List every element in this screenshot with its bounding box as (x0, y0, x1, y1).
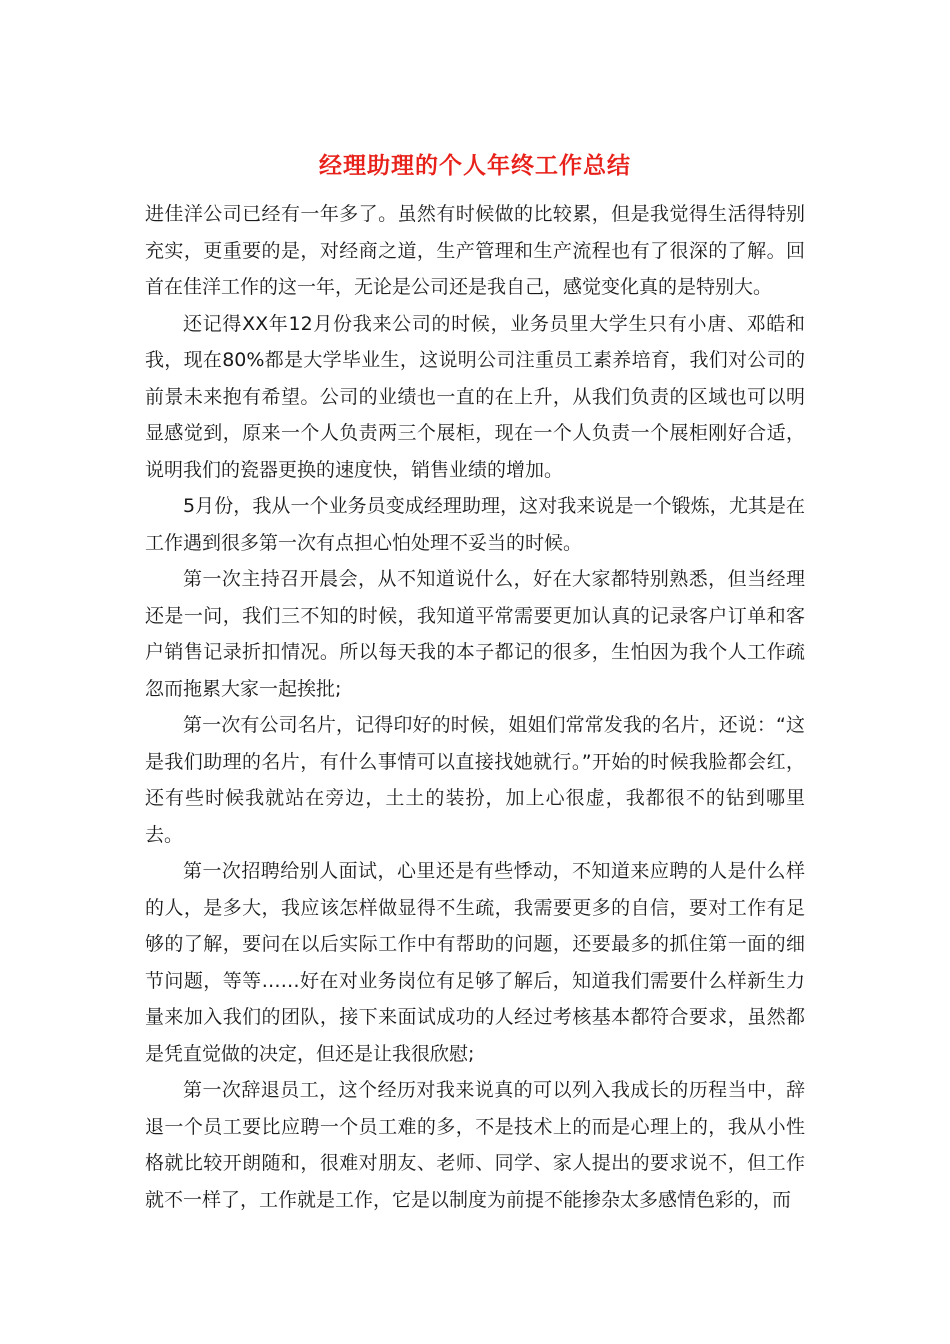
paragraph-5: 第一次有公司名片，记得印好的时候，姐姐们常常发我的名片，还说：“这是我们助理的名片，有什么事情可以直接找她就行。”开始的时候我脸都会红，还有些时候我就站在旁边，土土的装扮，加上心很虚，我都很不的钻到哪里去。 (145, 714, 805, 846)
paragraph-2: 还记得XX年12月份我来公司的时候，业务员里大学生只有小唐、邓皓和我，现在80%都是大学毕业生，这说明公司注重员工素养培育，我们对公司的前景未来抱有希望。公司的业绩也一直的在上升，从我们负责的区域也可以明显感觉到，原来一个人负责两三个展柜，现在一个人负责一个展柜刚好合适，说明我们的瓷器更换的速度快，销售业绩的增加。 (145, 312, 805, 481)
document-body (145, 196, 805, 1218)
document-title: 经理助理的个人年终工作总结 (319, 152, 631, 179)
paragraph-1: 进佳洋公司已经有一年多了。虽然有时候做的比较累，但是我觉得生活得特别充实，更重要的是，对经商之道，生产管理和生产流程也有了很深的了解。回首在佳洋工作的这一年，无论是公司还是我自己，感觉变化真的是特别大。 (145, 203, 805, 298)
paragraph-4: 第一次主持召开晨会，从不知道说什么，好在大家都特别熟悉，但当经理还是一问，我们三不知的时候，我知道平常需要更加认真的记录客户订单和客户销售记录折扣情况。所以每天我的本子都记的很多，生怕因为我个人工作疏忽而拖累大家一起挨批; (145, 568, 805, 700)
paragraph-6: 第一次招聘给别人面试，心里还是有些悸动，不知道来应聘的人是什么样的人，是多大，我应该怎样做显得不生疏，我需要更多的自信，要对工作有足够的了解，要问在以后实际工作中有帮助的问题，还要最多的抓住第一面的细节问题，等等……好在对业务岗位有足够了解后，知道我们需要什么样新生力量来加入我们的团队，接下来面试成功的人经过考核基本都符合要求，虽然都是凭直觉做的决定，但还是让我很欣慰; (145, 860, 805, 1065)
paragraph-3: 5月份，我从一个业务员变成经理助理，这对我来说是一个锻炼，尤其是在工作遇到很多第一次有点担心怕处理不妥当的时候。 (145, 495, 805, 554)
paragraph-7: 第一次辞退员工，这个经历对我来说真的可以列入我成长的历程当中，辞退一个员工要比应聘一个员工难的多，不是技术上的而是心理上的，我从小性格就比较开朗随和，很难对朋友、老师、同学、家人提出的要求说不，但工作就不一样了，工作就是工作，它是以制度为前提不能掺杂太多感情色彩的，而 (145, 1079, 805, 1211)
